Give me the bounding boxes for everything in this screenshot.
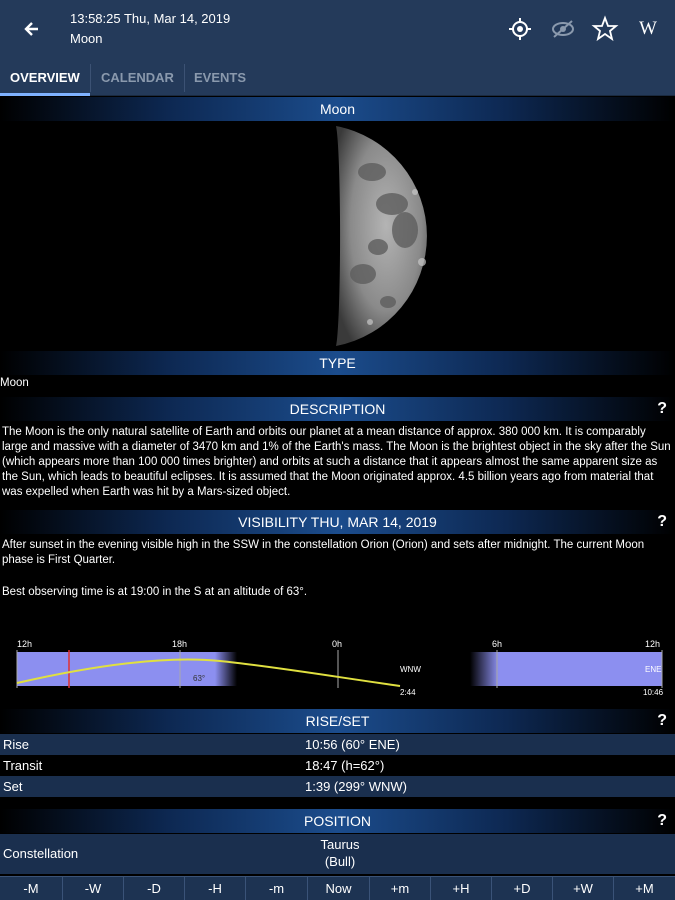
description-section-header [0,397,675,421]
type-section-title: TYPE [319,355,356,371]
active-tab-indicator [0,93,90,96]
type-section-header [0,351,675,375]
minus-hour-button[interactable]: -H [184,877,245,900]
ene-label: ENE [645,665,662,674]
timeline-tick: 12h [17,639,33,649]
minus-week-button[interactable]: -W [62,877,123,900]
datetime-label: 13:58:25 Thu, Mar 14, 2019 [70,11,231,26]
row-label: Rise [3,737,30,752]
plus-week-button[interactable]: +W [552,877,613,900]
tab-events[interactable]: EVENTS [194,70,247,85]
back-arrow-icon[interactable] [18,14,48,44]
help-icon[interactable]: ? [657,712,667,729]
constellation-value: Taurus [320,837,360,852]
app-bar [0,0,675,60]
tab-divider [90,64,91,92]
plus-hour-button[interactable]: +H [430,877,491,900]
tab-divider [184,64,185,92]
tab-calendar[interactable]: CALENDAR [101,70,174,85]
minus-day-button[interactable]: -D [123,877,184,900]
object-name-label: Moon [70,31,103,46]
plus-month-button[interactable]: +M [613,877,675,900]
set-time-label: 2:44 [400,688,416,697]
wnw-label: WNW [400,665,421,674]
help-icon[interactable]: ? [657,513,667,530]
riseset-row-rise [0,734,675,755]
row-value: 1:39 (299° WNW) [305,779,408,794]
type-value: Moon [0,377,29,389]
now-button[interactable]: Now [307,877,369,900]
locate-icon[interactable] [505,14,535,44]
minus-minute-button[interactable]: -m [245,877,307,900]
constellation-row [0,834,675,874]
timeline-tick: 18h [172,639,188,649]
altitude-label: 63° [193,674,206,683]
row-value: 18:47 (h=62°) [305,758,385,773]
position-section-title: POSITION [304,813,371,829]
tab-bar [0,60,675,96]
visibility-section-title: VISIBILITY THU, MAR 14, 2019 [238,514,437,530]
description-text: The Moon is the only natural satellite of Earth and orbits our planet at a mean distance of approx. 380 000 km. It is comparably large and massive with a diameter of 3470 km and 1% of the Earth's mass. The Moon is the brightest object in the sky after the Sun (which appears more than 100 000 times brighter) and orbits at such a distance that it appears almost the same apparent size as the Sun, which leads to beautiful eclipses. It is assumed that the Moon originated approx. 4.5 billion years ago from material that was expelled when Earth was hit by a Mars-sized object. [2,426,671,498]
constellation-value-subtitle: (Bull) [324,854,356,869]
visibility-text: After sunset in the evening visible high in the SSW in the constellation Orion (Orion) and sets after midnight. The current Moon phase is First Quarter. [2,539,645,566]
moon-section-header [0,97,675,121]
rise-time-label: 10:46 [643,688,664,697]
timeline-tick: 6h [492,639,503,649]
moon-section-title: Moon [319,101,356,117]
row-label: Transit [3,758,43,773]
row-value: 10:56 (60° ENE) [305,737,400,752]
wikipedia-icon[interactable]: W [639,18,657,39]
riseset-row-transit [0,755,675,776]
minus-month-button[interactable]: -M [23,881,39,896]
plus-minute-button[interactable]: +m [369,877,430,900]
help-icon[interactable]: ? [657,400,667,417]
constellation-label: Constellation [3,846,79,861]
help-icon[interactable]: ? [657,812,667,829]
riseset-row-set [0,776,675,797]
best-observing-text: Best observing time is at 19:00 in the S at an altitude of 63°. [2,586,308,598]
eye-icon[interactable] [548,14,578,44]
star-icon[interactable] [590,14,620,44]
description-section-title: DESCRIPTION [289,401,386,417]
visibility-timeline [0,636,675,700]
row-label: Set [3,779,23,794]
plus-day-button[interactable]: +D [491,877,552,900]
moon-phase-image [300,122,460,348]
visibility-section-header [0,510,675,534]
tab-overview[interactable]: OVERVIEW [10,70,80,85]
riseset-section-title: RISE/SET [305,713,370,729]
time-control-bar [0,876,675,900]
riseset-section-header [0,709,675,733]
timeline-tick: 0h [332,639,343,649]
timeline-tick: 12h [645,639,661,649]
position-section-header [0,809,675,833]
